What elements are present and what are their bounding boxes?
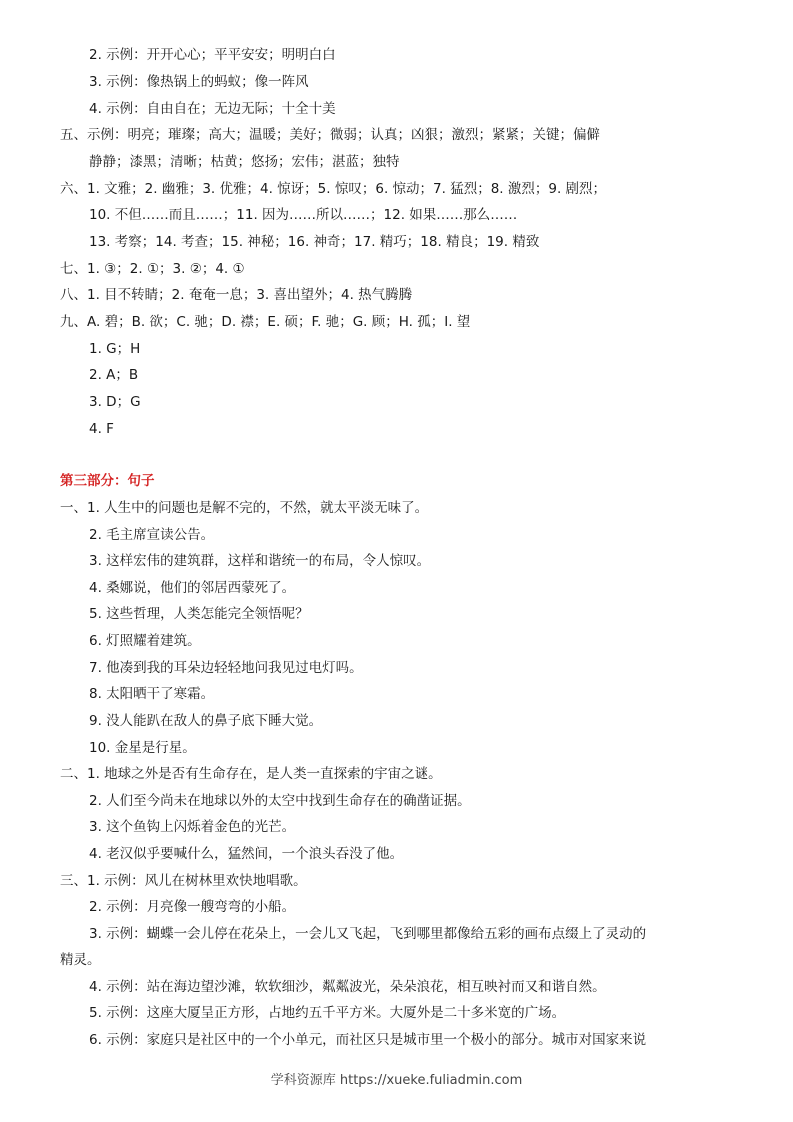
text-line: 2. 示例：开开心心；平平安安；明明白白 — [89, 47, 336, 63]
text-line: 1. G；H — [89, 341, 141, 357]
text-line: 3. 示例：像热锅上的蚂蚁；像一阵风 — [89, 74, 309, 90]
text-line: 一、1. 人生中的问题也是解不完的，不然，就太平淡无味了。 — [60, 500, 429, 516]
text-line: 4. 桑娜说，他们的邻居西蒙死了。 — [89, 580, 296, 596]
text-line: 6. 示例：家庭只是社区中的一个小单元，而社区只是城市里一个极小的部分。城市对国家来说 — [89, 1032, 647, 1048]
section-heading: 第三部分：句子 — [60, 473, 155, 489]
text-line: 静静；漆黑；清晰；枯黄；悠扬；宏伟；湛蓝；独特 — [89, 154, 400, 170]
text-line: 4. F — [89, 421, 114, 437]
text-line: 五、示例：明亮；璀璨；高大；温暖；美好；微弱；认真；凶狠；激烈；紧紧；关键；偏僻 — [60, 127, 600, 143]
text-line: 7. 他凑到我的耳朵边轻轻地问我见过电灯吗。 — [89, 660, 363, 676]
text-line: 2. A；B — [89, 367, 139, 383]
text-line: 3. D；G — [89, 394, 141, 410]
text-line: 4. 示例：自由自在；无边无际；十全十美 — [89, 101, 336, 117]
text-line: 六、1. 文雅；2. 幽雅；3. 优雅；4. 惊讶；5. 惊叹；6. 惊动；7. 猛烈；8. 激烈；9. 剧烈； — [60, 181, 607, 197]
text-line: 5. 示例：这座大厦呈正方形，占地约五千平方米。大厦外是二十多米宽的广场。 — [89, 1005, 566, 1021]
text-line: 4. 老汉似乎要喊什么，猛然间，一个浪头吞没了他。 — [89, 846, 404, 862]
text-line: 10. 不但……而且……；11. 因为……所以……；12. 如果……那么…… — [89, 207, 518, 223]
text-line: 10. 金星是行星。 — [89, 740, 196, 756]
text-line: 八、1. 目不转睛；2. 奄奄一息；3. 喜出望外；4. 热气腾腾 — [60, 287, 413, 303]
text-line: 3. 这个鱼钩上闪烁着金色的光芒。 — [89, 819, 296, 835]
text-line: 2. 人们至今尚未在地球以外的太空中找到生命存在的确凿证据。 — [89, 793, 471, 809]
text-line: 8. 太阳晒干了寒霜。 — [89, 686, 215, 702]
text-line: 九、A. 碧；B. 欲；C. 驰；D. 襟；E. 硕；F. 驰；G. 顾；H. 孤；I. 望 — [60, 314, 471, 330]
text-line: 2. 毛主席宣读公告。 — [89, 527, 215, 543]
text-line: 13. 考察；14. 考查；15. 神秘；16. 神奇；17. 精巧；18. 精良；19. 精致 — [89, 234, 540, 250]
text-line: 二、1. 地球之外是否有生命存在，是人类一直探索的宇宙之谜。 — [60, 766, 442, 782]
text-line: 2. 示例：月亮像一艘弯弯的小船。 — [89, 899, 296, 915]
text-line: 3. 这样宏伟的建筑群，这样和谐统一的布局，令人惊叹。 — [89, 553, 431, 569]
text-line: 精灵。 — [60, 952, 101, 968]
footer-watermark: 学科资源库 https://xueke.fuliadmin.com — [270, 1073, 523, 1088]
text-line: 9. 没人能趴在敌人的鼻子底下睡大觉。 — [89, 713, 323, 729]
text-line: 5. 这些哲理，人类怎能完全领悟呢？ — [89, 606, 309, 622]
text-line: 4. 示例：站在海边望沙滩，软软细沙，粼粼波光，朵朵浪花，相互映衬而又和谐自然。 — [89, 979, 606, 995]
text-line: 七、1. ③；2. ①；3. ②；4. ① — [60, 261, 245, 277]
text-line: 6. 灯照耀着建筑。 — [89, 633, 201, 649]
text-line: 三、1. 示例：风儿在树林里欢快地唱歌。 — [60, 873, 307, 889]
text-line: 3. 示例：蝴蝶一会儿停在花朵上，一会儿又飞起，飞到哪里都像给五彩的画布点缀上了灵动的 — [89, 926, 647, 942]
